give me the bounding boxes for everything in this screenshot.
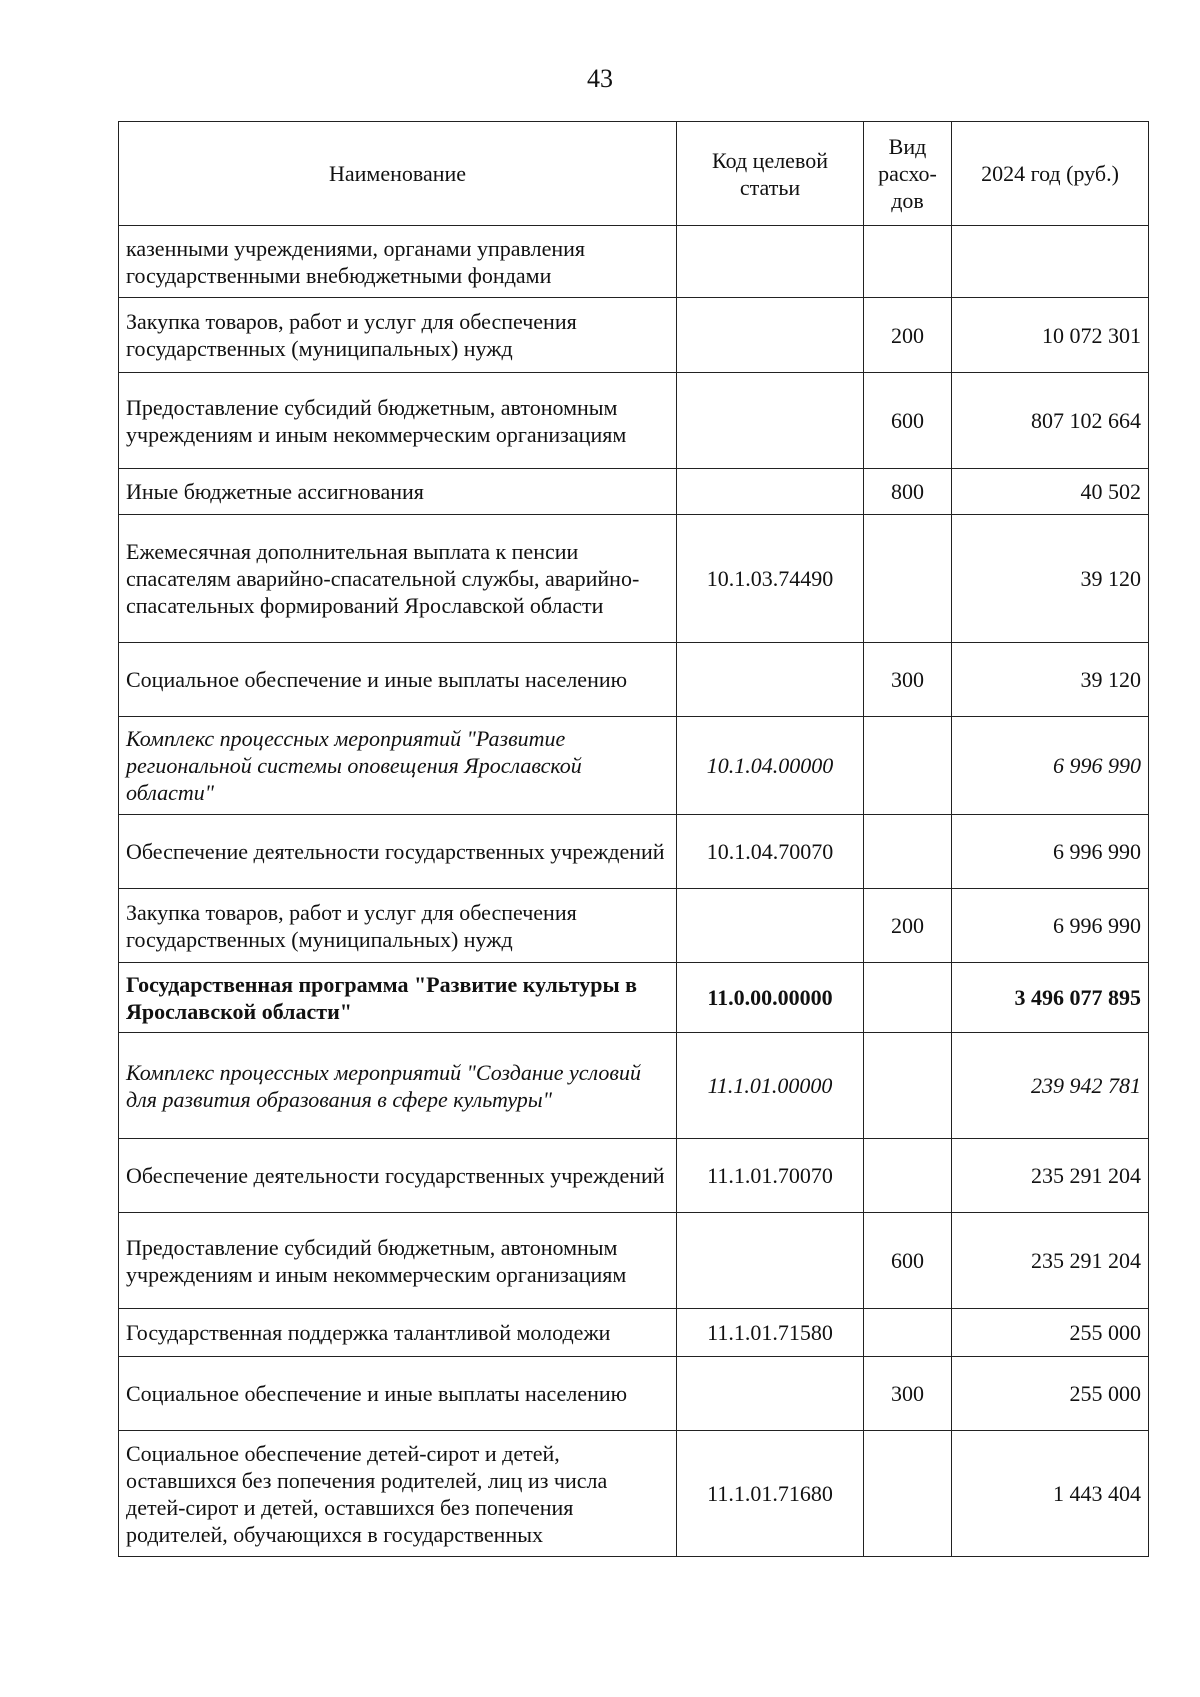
table-row (119, 717, 1149, 815)
cell-kind: 600 (864, 373, 952, 469)
page-number: 43 (587, 64, 613, 93)
cell-amount: 40 502 (952, 469, 1149, 515)
budget-table (118, 121, 1149, 1557)
table-row (119, 963, 1149, 1033)
cell-name: Государственная поддержка талантливой молодежи (119, 1309, 677, 1357)
table-row (119, 373, 1149, 469)
cell-amount: 39 120 (952, 515, 1149, 643)
cell-kind: 600 (864, 1213, 952, 1309)
cell-code (677, 469, 864, 515)
cell-amount: 39 120 (952, 643, 1149, 717)
cell-amount: 255 000 (952, 1309, 1149, 1357)
cell-kind (864, 515, 952, 643)
cell-code: 11.1.01.00000 (677, 1033, 864, 1139)
cell-kind: 200 (864, 298, 952, 373)
cell-name: Обеспечение деятельности государственных учреждений (119, 815, 677, 889)
cell-amount: 807 102 664 (952, 373, 1149, 469)
cell-amount: 239 942 781 (952, 1033, 1149, 1139)
cell-kind (864, 717, 952, 815)
table-row (119, 515, 1149, 643)
cell-name: Предоставление субсидий бюджетным, автономным учреждениям и иным некоммерческим организациям (119, 1213, 677, 1309)
table-row (119, 1033, 1149, 1139)
cell-code (677, 889, 864, 963)
cell-amount: 235 291 204 (952, 1139, 1149, 1213)
cell-kind (864, 1033, 952, 1139)
cell-code (677, 643, 864, 717)
cell-code: 11.1.01.70070 (677, 1139, 864, 1213)
cell-code: 11.1.01.71680 (677, 1431, 864, 1557)
cell-kind: 300 (864, 1357, 952, 1431)
header-amount: 2024 год (руб.) (952, 122, 1149, 226)
cell-name: Закупка товаров, работ и услуг для обеспечения государственных (муниципальных) нужд (119, 889, 677, 963)
cell-name: Социальное обеспечение детей-сирот и детей, оставшихся без попечения родителей, лиц из числа детей-сирот и детей, оставшихся без попечения родителей, обучающихся в государственных (119, 1431, 677, 1557)
cell-amount: 6 996 990 (952, 815, 1149, 889)
table-row (119, 298, 1149, 373)
table-row (119, 643, 1149, 717)
cell-name: Государственная программа "Развитие культуры в Ярославской области" (119, 963, 677, 1033)
cell-kind: 800 (864, 469, 952, 515)
cell-code (677, 1357, 864, 1431)
table-row (119, 1139, 1149, 1213)
cell-amount: 235 291 204 (952, 1213, 1149, 1309)
cell-name: Закупка товаров, работ и услуг для обеспечения государственных (муниципальных) нужд (119, 298, 677, 373)
cell-name: Комплекс процессных мероприятий "Создание условий для развития образования в сфере культуры" (119, 1033, 677, 1139)
table-row (119, 889, 1149, 963)
cell-kind (864, 1431, 952, 1557)
cell-code (677, 298, 864, 373)
cell-amount: 10 072 301 (952, 298, 1149, 373)
header-name: Наименование (119, 122, 677, 226)
table-header-row (119, 122, 1149, 226)
cell-amount (952, 226, 1149, 298)
cell-kind: 300 (864, 643, 952, 717)
cell-code: 11.0.00.00000 (677, 963, 864, 1033)
cell-name: Социальное обеспечение и иные выплаты населению (119, 1357, 677, 1431)
table-row (119, 815, 1149, 889)
cell-amount: 3 496 077 895 (952, 963, 1149, 1033)
cell-kind (864, 1139, 952, 1213)
cell-amount: 255 000 (952, 1357, 1149, 1431)
cell-name: Предоставление субсидий бюджетным, автономным учреждениям и иным некоммерческим организациям (119, 373, 677, 469)
cell-name: Обеспечение деятельности государственных учреждений (119, 1139, 677, 1213)
table-row (119, 226, 1149, 298)
cell-code (677, 226, 864, 298)
cell-code: 11.1.01.71580 (677, 1309, 864, 1357)
cell-amount: 6 996 990 (952, 717, 1149, 815)
cell-code: 10.1.04.00000 (677, 717, 864, 815)
table-row (119, 1213, 1149, 1309)
cell-code: 10.1.04.70070 (677, 815, 864, 889)
table-body (119, 226, 1149, 1557)
cell-kind (864, 815, 952, 889)
cell-kind: 200 (864, 889, 952, 963)
cell-name: Социальное обеспечение и иные выплаты населению (119, 643, 677, 717)
cell-kind (864, 1309, 952, 1357)
cell-code (677, 373, 864, 469)
cell-name: Иные бюджетные ассигнования (119, 469, 677, 515)
cell-amount: 1 443 404 (952, 1431, 1149, 1557)
header-code: Код целевой статьи (677, 122, 864, 226)
header-kind: Вид расхо-дов (864, 122, 952, 226)
table-row (119, 1431, 1149, 1557)
cell-name: казенными учреждениями, органами управления государственными внебюджетными фондами (119, 226, 677, 298)
cell-kind (864, 963, 952, 1033)
cell-amount: 6 996 990 (952, 889, 1149, 963)
cell-name: Комплекс процессных мероприятий "Развитие региональной системы оповещения Ярославской области" (119, 717, 677, 815)
table-row (119, 1357, 1149, 1431)
cell-name: Ежемесячная дополнительная выплата к пенсии спасателям аварийно-спасательной службы, аварийно-спасательных формирований Ярославской области (119, 515, 677, 643)
table-row (119, 1309, 1149, 1357)
cell-kind (864, 226, 952, 298)
table-row (119, 469, 1149, 515)
cell-code (677, 1213, 864, 1309)
cell-code: 10.1.03.74490 (677, 515, 864, 643)
